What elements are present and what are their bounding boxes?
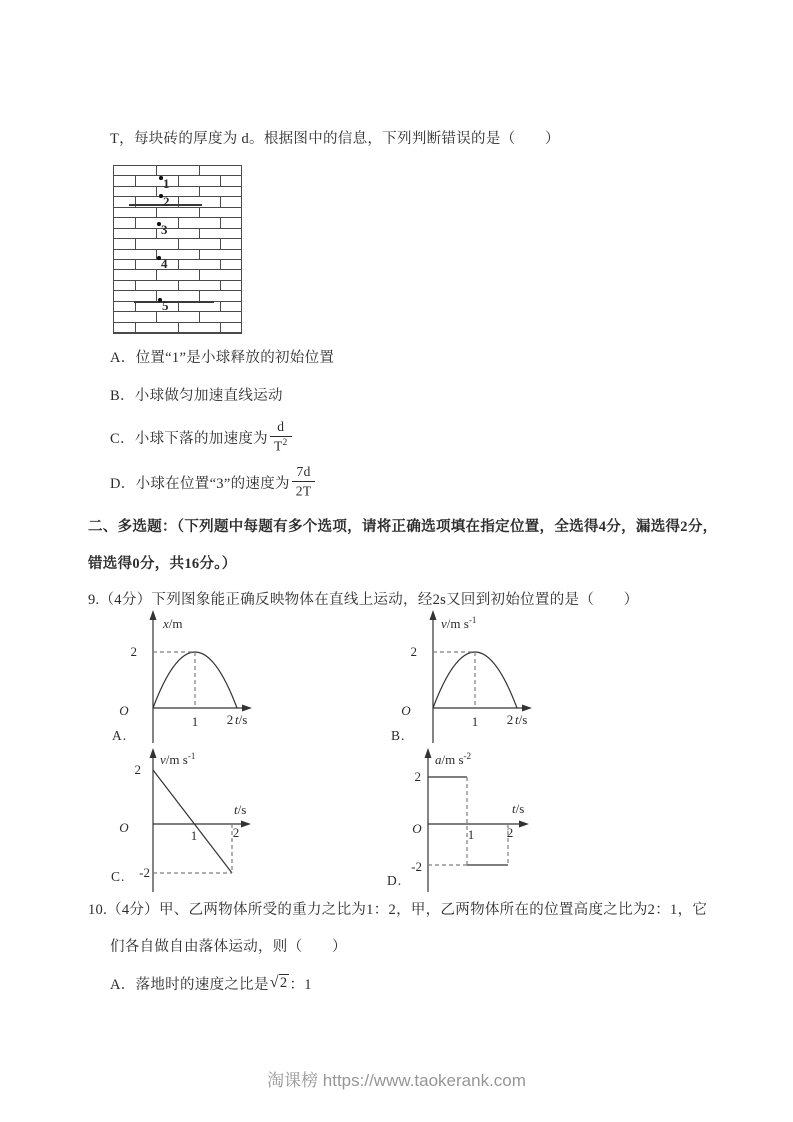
brick-joint [220, 176, 221, 185]
graph-c-letter: C. [111, 869, 126, 884]
y-axis-label: a/m $s^{-2}$ [435, 751, 472, 767]
fraction-numerator: 7d [292, 465, 316, 482]
section2-header-line2: 错选得0分，共16分。） [88, 556, 237, 572]
origin-label: O [412, 821, 422, 836]
y-axis-arrow-icon [150, 748, 157, 758]
y-axis-label: v/m $s^{-1}$ [441, 615, 477, 631]
x-tick-2: 2 [232, 825, 240, 840]
x-tick-1: 1 [191, 714, 199, 729]
y-axis-label: x/m [163, 616, 183, 631]
origin-label: O [119, 703, 129, 718]
x-axis-label: t/s [234, 802, 247, 817]
graph-c [108, 746, 298, 896]
brick-joint [135, 218, 136, 227]
brick-joint [199, 312, 200, 321]
q10-option-a [110, 971, 312, 995]
brick-joint [220, 239, 221, 248]
brick-joint [220, 260, 221, 269]
y-tick-neg2: -2 [139, 865, 150, 880]
q8-option-c-text: C．小球下落的加速度为 [110, 430, 268, 447]
y-axis-arrow-icon [425, 748, 432, 758]
brick-joint [199, 270, 200, 279]
graph-d [385, 746, 575, 896]
x-tick-2: 2 [226, 712, 234, 727]
graph-b-letter: B. [391, 728, 406, 743]
brick-joint [156, 291, 157, 300]
fraction-7d-over-2T [292, 465, 316, 499]
brick-row [114, 239, 241, 249]
ball-position-1 [159, 176, 179, 192]
x-axis-arrow-icon [519, 821, 529, 828]
brick-wall-figure [113, 165, 242, 334]
brick-joint [199, 291, 200, 300]
origin-label: O [401, 703, 411, 718]
graph-d-letter: D. [387, 873, 403, 888]
q10-text-line2: 们各自做自由落体运动，则（ ） [110, 939, 347, 955]
brick-joint [220, 197, 221, 206]
y-tick-2: 2 [414, 769, 421, 784]
brick-row [114, 281, 241, 291]
brick-row [114, 166, 241, 176]
brick-row [114, 323, 241, 333]
graph-a-letter: A. [112, 728, 128, 743]
x-axis-label: t/s [515, 712, 528, 727]
brick-joint [135, 260, 136, 269]
y-tick-2: 2 [134, 762, 141, 777]
q10-option-a-suffix: ：1 [289, 976, 312, 993]
ball-position-3 [157, 222, 177, 238]
brick-joint [199, 250, 200, 259]
ball-label: 2 [163, 194, 170, 209]
ball-dot [157, 256, 161, 260]
brick-joint [178, 218, 179, 227]
x-axis-label: t/s [235, 712, 248, 727]
x-tick-1: 1 [471, 714, 479, 729]
x-tick-2: 2 [506, 712, 514, 727]
ball-position-2 [159, 194, 179, 210]
y-axis-arrow-icon [430, 610, 437, 620]
fraction-numerator: d [270, 420, 292, 437]
brick-row [114, 250, 241, 260]
brick-joint [220, 302, 221, 311]
q8-option-a: A．位置“1”是小球释放的初始位置 [110, 350, 335, 366]
q8-intro-text: T，每块砖的厚度为 d。根据图中的信息，下列判断错误的是（ ） [110, 131, 560, 147]
ball-label: 5 [162, 298, 169, 313]
y-axis-arrow-icon [150, 610, 157, 620]
ball-dot [157, 222, 161, 226]
ball-position-5 [158, 298, 178, 314]
x-tick-1: 1 [190, 828, 198, 843]
x-tick-2: 2 [506, 825, 514, 840]
ball-label: 1 [163, 176, 170, 191]
line-v-t [153, 770, 232, 873]
x-axis-arrow-icon [242, 705, 252, 712]
x-axis-label: t/s [512, 801, 525, 816]
brick-joint [199, 229, 200, 238]
q8-option-d-text: D．小球在位置“3”的速度为 [110, 475, 290, 492]
q8-option-b: B．小球做匀加速直线运动 [110, 388, 283, 404]
brick-joint [178, 260, 179, 269]
ball-dot [158, 298, 162, 302]
brick-joint [220, 323, 221, 332]
ball-dot [159, 194, 163, 198]
fraction-d-over-T2 [270, 420, 292, 454]
graph-a [108, 608, 298, 746]
x-axis-arrow-icon [522, 705, 532, 712]
footer-link[interactable]: 淘课榜 https://www.taokerank.com [267, 1071, 526, 1090]
q8-option-d [110, 463, 315, 499]
brick-joint [135, 323, 136, 332]
q9-text: 9.（4分）下列图象能正确反映物体在直线上运动，经2s又回到初始位置的是（ ） [88, 592, 639, 608]
fraction-denominator: $T^2$ [273, 437, 288, 454]
ball-position-4 [157, 256, 177, 272]
brick-joint [220, 281, 221, 290]
brick-row [114, 260, 241, 270]
fraction-denominator: 2T [295, 483, 312, 499]
brick-joint [199, 187, 200, 196]
x-tick-1: 1 [467, 827, 475, 842]
y-tick-neg2: -2 [411, 859, 422, 874]
radical-icon: √ [269, 974, 279, 991]
x-axis-arrow-icon [241, 821, 251, 828]
brick-joint [135, 281, 136, 290]
brick-joint [199, 208, 200, 217]
graph-b [388, 608, 578, 746]
brick-joint [178, 239, 179, 248]
ball-label: 3 [161, 222, 168, 237]
brick-joint [178, 281, 179, 290]
section2-header-line1: 二、多选题：（下列题中每题有多个选项，请将正确选项填在指定位置，全选得4分，漏选得2分， [88, 519, 718, 535]
q8-option-c [110, 420, 292, 454]
brick-joint [199, 166, 200, 175]
brick-joint [156, 208, 157, 217]
brick-joint [135, 176, 136, 185]
brick-row [114, 270, 241, 280]
origin-label: O [119, 820, 129, 835]
y-tick-2: 2 [130, 644, 137, 659]
brick-joint [178, 323, 179, 332]
brick-joint [220, 218, 221, 227]
brick-joint [135, 239, 136, 248]
y-tick-2: 2 [410, 644, 417, 659]
footer-watermark [0, 1066, 793, 1091]
q10-option-a-text: A．落地时的速度之比是 [110, 976, 269, 993]
q10-text-line1: 10.（4分）甲、乙两物体所受的重力之比为1：2，甲，乙两物体所在的位置高度之比为2：1，它 [88, 902, 708, 918]
sqrt-value: 2 [279, 975, 288, 991]
brick-joint [156, 312, 157, 321]
brick-joint [156, 187, 157, 196]
brick-row [114, 229, 241, 239]
ball-label: 4 [161, 256, 168, 271]
brick-joint [156, 166, 157, 175]
brick-row [114, 218, 241, 228]
y-axis-label: v/m $s^{-1}$ [160, 751, 196, 767]
ball-dot [159, 176, 163, 180]
